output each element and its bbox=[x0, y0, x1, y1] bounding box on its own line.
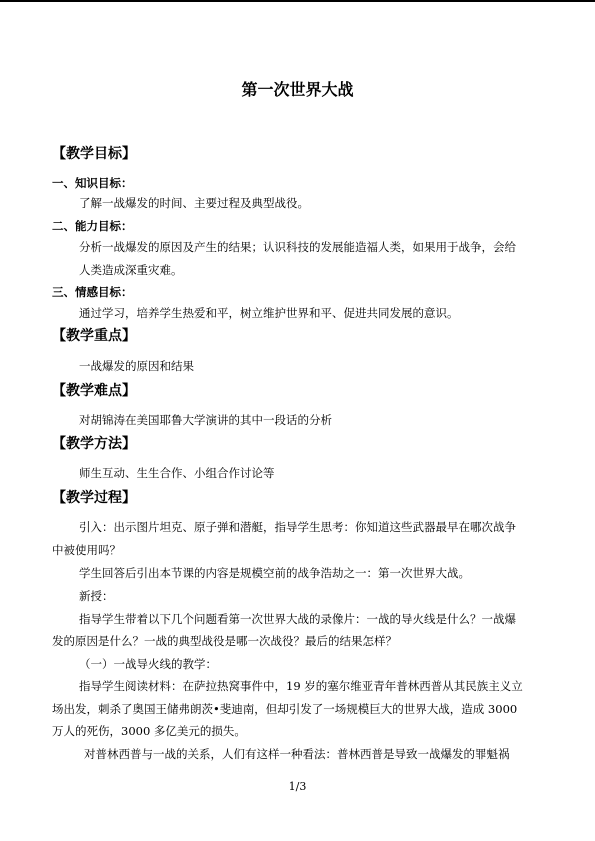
emotion-goal-label: 三、情感目标： bbox=[52, 285, 133, 299]
method-text: 师生互动、生生合作、小组合作讨论等 bbox=[79, 466, 275, 480]
process-paragraph-line: 指导学生阅读材料：在萨拉热窝事件中，19 岁的塞尔维亚青年普林西普从其民族主义立 bbox=[79, 679, 523, 693]
section-heading-method: 【教学方法】 bbox=[52, 436, 136, 452]
process-paragraph-line: 发的原因是什么？一战的典型战役是哪一次战役？最后的结果怎样？ bbox=[52, 634, 397, 648]
process-paragraph-line: 引入：出示图片坦克、原子弹和潜艇，指导学生思考：你知道这些武器最早在哪次战争 bbox=[79, 520, 516, 534]
key-point-text: 一战爆发的原因和结果 bbox=[79, 359, 194, 373]
ability-goal-text-1: 分析一战爆发的原因及产生的结果；认识科技的发展能造福人类，如果用于战争，会给 bbox=[79, 240, 516, 254]
section-heading-process: 【教学过程】 bbox=[52, 490, 136, 506]
process-paragraph-line: 指导学生带着以下几个问题看第一次世界大战的录像片：一战的导火线是什么？一战爆 bbox=[79, 612, 516, 626]
process-paragraph-line: 场出发，刺杀了奥国王储弗朗茨•斐迪南，但却引发了一场规模巨大的世界大战，造成 3000 bbox=[52, 702, 518, 716]
section-heading-key: 【教学重点】 bbox=[52, 328, 136, 344]
process-paragraph-line: 学生回答后引出本节课的内容是规模空前的战争浩劫之一：第一次世界大战。 bbox=[79, 566, 470, 580]
knowledge-goal-text: 了解一战爆发的时间、主要过程及典型战役。 bbox=[79, 196, 309, 210]
top-border-line bbox=[0, 0, 595, 2]
process-paragraph-line: 中被使用吗？ bbox=[52, 543, 121, 557]
document-title: 第一次世界大战 bbox=[241, 80, 354, 99]
process-paragraph-line: 对普林西普与一战的关系，人们有这样一种看法：普林西普是导致一战爆发的罪魁祸 bbox=[84, 747, 510, 761]
ability-goal-text-2: 人类造成深重灾难。 bbox=[79, 263, 183, 277]
process-paragraph-line: 万人的死伤，3000 多亿美元的损失。 bbox=[52, 724, 246, 738]
process-subheading: （一）一战导火线的教学： bbox=[79, 657, 217, 671]
process-paragraph-line: 新授： bbox=[79, 589, 114, 603]
difficult-point-text: 对胡锦涛在美国耶鲁大学演讲的其中一段话的分析 bbox=[79, 413, 332, 427]
section-heading-goals: 【教学目标】 bbox=[52, 146, 136, 162]
section-heading-difficult: 【教学难点】 bbox=[52, 383, 136, 399]
ability-goal-label: 二、能力目标： bbox=[52, 219, 133, 233]
knowledge-goal-label: 一、知识目标： bbox=[52, 176, 133, 190]
page-number: 1/3 bbox=[288, 780, 307, 793]
emotion-goal-text: 通过学习，培养学生热爱和平，树立维护世界和平、促进共同发展的意识。 bbox=[79, 306, 459, 320]
